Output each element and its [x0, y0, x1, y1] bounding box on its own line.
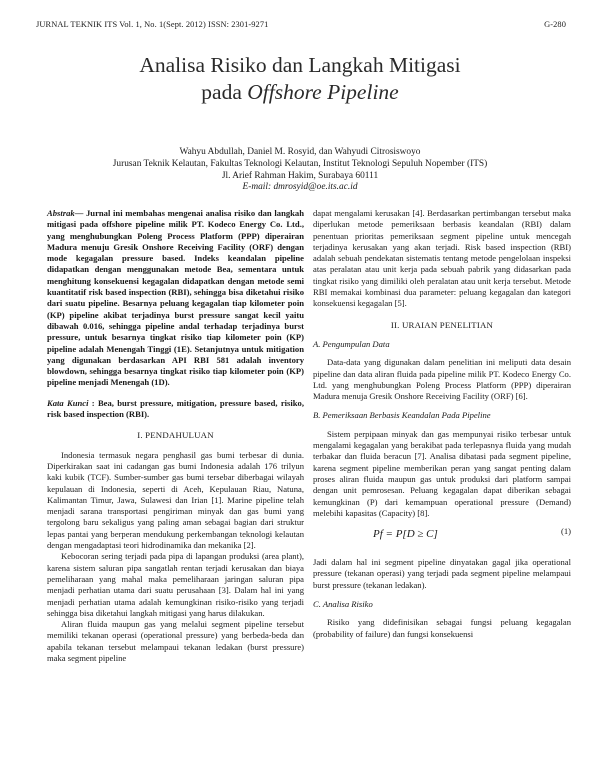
paragraph: Jadi dalam hal ini segment pipeline dinyatakan gagal jika operational pressure (tekanan operasi) yang terjadi pada segment pipeline melampaui burst pressure (tekanan ledakan). — [313, 557, 571, 590]
equation-number: (1) — [560, 526, 571, 537]
journal-header: JURNAL TEKNIK ITS Vol. 1, No. 1(Sept. 2012) ISSN: 2301-9271 — [36, 20, 269, 29]
affiliation: Jurusan Teknik Kelautan, Fakultas Teknologi Kelautan, Institut Teknologi Sepuluh Nopember (ITS) — [112, 158, 488, 169]
page-number: G-280 — [544, 20, 566, 29]
paragraph: dapat mengalami kerusakan [4]. Berdasarkan pertimbangan tersebut maka diperlukan metode pemeriksaan berbasis keandalan (RBI) dalam penentuan prioritas pemeriksaan segment pipeline untuk mencegah terjadinya kerusakan yang akan terjadi. Risk based inspection (RBI) adalah sebuah pendekatan sistematis tentang metode pengelolaan inspeksi atas peralatan atau unit kerja pada sebuah pabrik yang didasarkan pada tingkat risiko yang dimiliki oleh peralatan atau unit kerja tersebut. Metode RBI memakai kombinasi dua parameter: peluang kegagalan dan kategori konsekuensi kegagalan [5]. — [313, 208, 571, 309]
paragraph: Indonesia termasuk negara penghasil gas bumi terbesar di dunia. Diperkirakan saat ini cadangan gas bumi Indonesia adalah 176 trilyun kaki kubik (TCF). Sumber-sumber gas bumi tersebar diberbagai wilayah kepulauan di Indonesia, seperti di Aceh, Kepulauan Riau, Natuna, Kalimantan Timur, Jawa, Sulawesi dan Irian [1]. Marine pipeline telah menjadi sarana transportasi pengiriman minyak dan gas bumi yang tergolong baru sekaligus yang paling aman sebagai bagian dari struktur lepas pantai yang berperan mendukung perkembangan teknologi kelautan dengan mengadaptasi teori hidrodinamika dan mekanika [2]. — [47, 449, 304, 551]
paragraph: Data-data yang digunakan dalam penelitian ini meliputi data desain pipeline dan data aliran fluida pada pipeline milik PT. Kodeco Energy Co. Ltd. yang menghubungkan Poleng Process Platform (PPP) diperairan Madura menuja Gresik Onshore Receiving Facility (ORF) [6]. — [313, 357, 571, 402]
abstract: Abstrak— Jurnal ini membahas mengenai analisa risiko dan langkah mitigasi pada offshore pipeline milik PT. Kodeco Energy Co. Ltd., yang menghubungkan Poleng Process Platform (PPP) diperairan Madura menuju Gresik Onshore Receiving Facility (ORF) dengan mode kegagalan pressure based. Indeks keandalan pipeline didapatkan dengan menggunakan metode Bea, sementara untuk menghitung konsekuensi kegagalan didapatkan dengan metode semi kuantitatif risk based inspection (RBI), sehingga bisa diketahui risiko dari suatu pipeline. Besarnya peluang kegagalan tiap kilometer poin (KP) pipeline akibat terjadinya burst pressure sangat kecil yaitu dibawah 0.016, sehingga pipeline andal terhadap terjadinya burst pressure, untuk besarnya tingkat risiko tiap kilometer poin (KP) pipeline adalah Menengah Tinggi (1E). Setanjutnya untuk mitigation yang digunakan berdasarkan API RBI 581 adalah inventory blowdown, sehingga besarnya tingkat risiko tiap kilometer poin (KP) pipeline menjadi Menengah (1D). — [47, 208, 304, 388]
email: E-mail: dmrosyid@oe.its.ac.id — [242, 182, 358, 193]
author-names: Wahyu Abdullah, Daniel M. Rosyid, dan Wahyudi Citrosiswoyo — [179, 147, 421, 157]
subsection-heading-b: B. Pemeriksaan Berbasis Keandalan Pada Pipeline — [313, 410, 491, 421]
subsection-heading-c: C. Analisa Risiko — [313, 599, 373, 610]
paragraph: Risiko yang didefinisikan sebagai fungsi peluang kegagalan (probability of failure) dan fungsi konsekuensi — [313, 617, 571, 639]
section-heading-intro: I. PENDAHULUAN — [137, 430, 214, 441]
title-line-1: Analisa Risiko dan Langkah Mitigasi — [139, 53, 461, 77]
paragraph: Sistem perpipaan minyak dan gas mempunyai risiko terbesar untuk mengalami kegagalan yang berakibat pada terlepasnya fluida yang mudah terbakar dan fluida beracun [7]. Analisa dibatasi pada segment pipeline, karena segment pipeline memberikan peran yang sangat penting dalam proses aliran fluida maupun gas untuk produksi dari platform sampai dengan unit pemrosesan. Peluang kegagalan dapat diberikan sebagai kemungkinan (P) dari kemampuan operational pressure (Demand) melebihi kapasitas (Capacity) [8]. — [313, 428, 571, 518]
address: Jl. Arief Rahman Hakim, Surabaya 60111 — [221, 170, 379, 181]
section-heading-methods: II. URAIAN PENELITIAN — [390, 319, 494, 330]
paper-title — [0, 52, 600, 106]
paragraph: Aliran fluida maupun gas yang melalui segment pipeline tersebut memiliki tekanan operasi (operational pressure) yang berbeda-beda dan apabila tekanan tersebut melampaui tekanan ledakan (burst pressure) maka segment pipeline — [47, 619, 304, 663]
author-block — [0, 147, 600, 194]
equation-formula: Pf = P[D ≥ C] — [373, 528, 438, 541]
right-column — [313, 208, 571, 640]
title-line-2: pada Offshore Pipeline — [201, 80, 399, 104]
left-column — [47, 208, 304, 664]
subsection-heading-a: A. Pengumpulan Data — [313, 338, 390, 349]
equation-1 — [313, 523, 571, 551]
paragraph: Kebocoran sering terjadi pada pipa di lapangan produksi (area plant), karena sistem saluran pipa sangatlah rentan terjadi kerusakan dan biaya pemeliharaan yang mahal maka pemeliharaan jaringan saluran pipa menjadi perhatian utama dari suatu perusahaan [3]. Dalam hal ini yang menjadi perhatian utama adalah kemungkinan risiko-risiko yang terjadi sehingga bisa diketahui langkah mitigasi yang harus dilakukan. — [47, 551, 304, 618]
keywords: Kata Kunci : Bea, burst pressure, mitigation, pressure based, risiko, risk based inspection (RBI). — [47, 397, 304, 420]
